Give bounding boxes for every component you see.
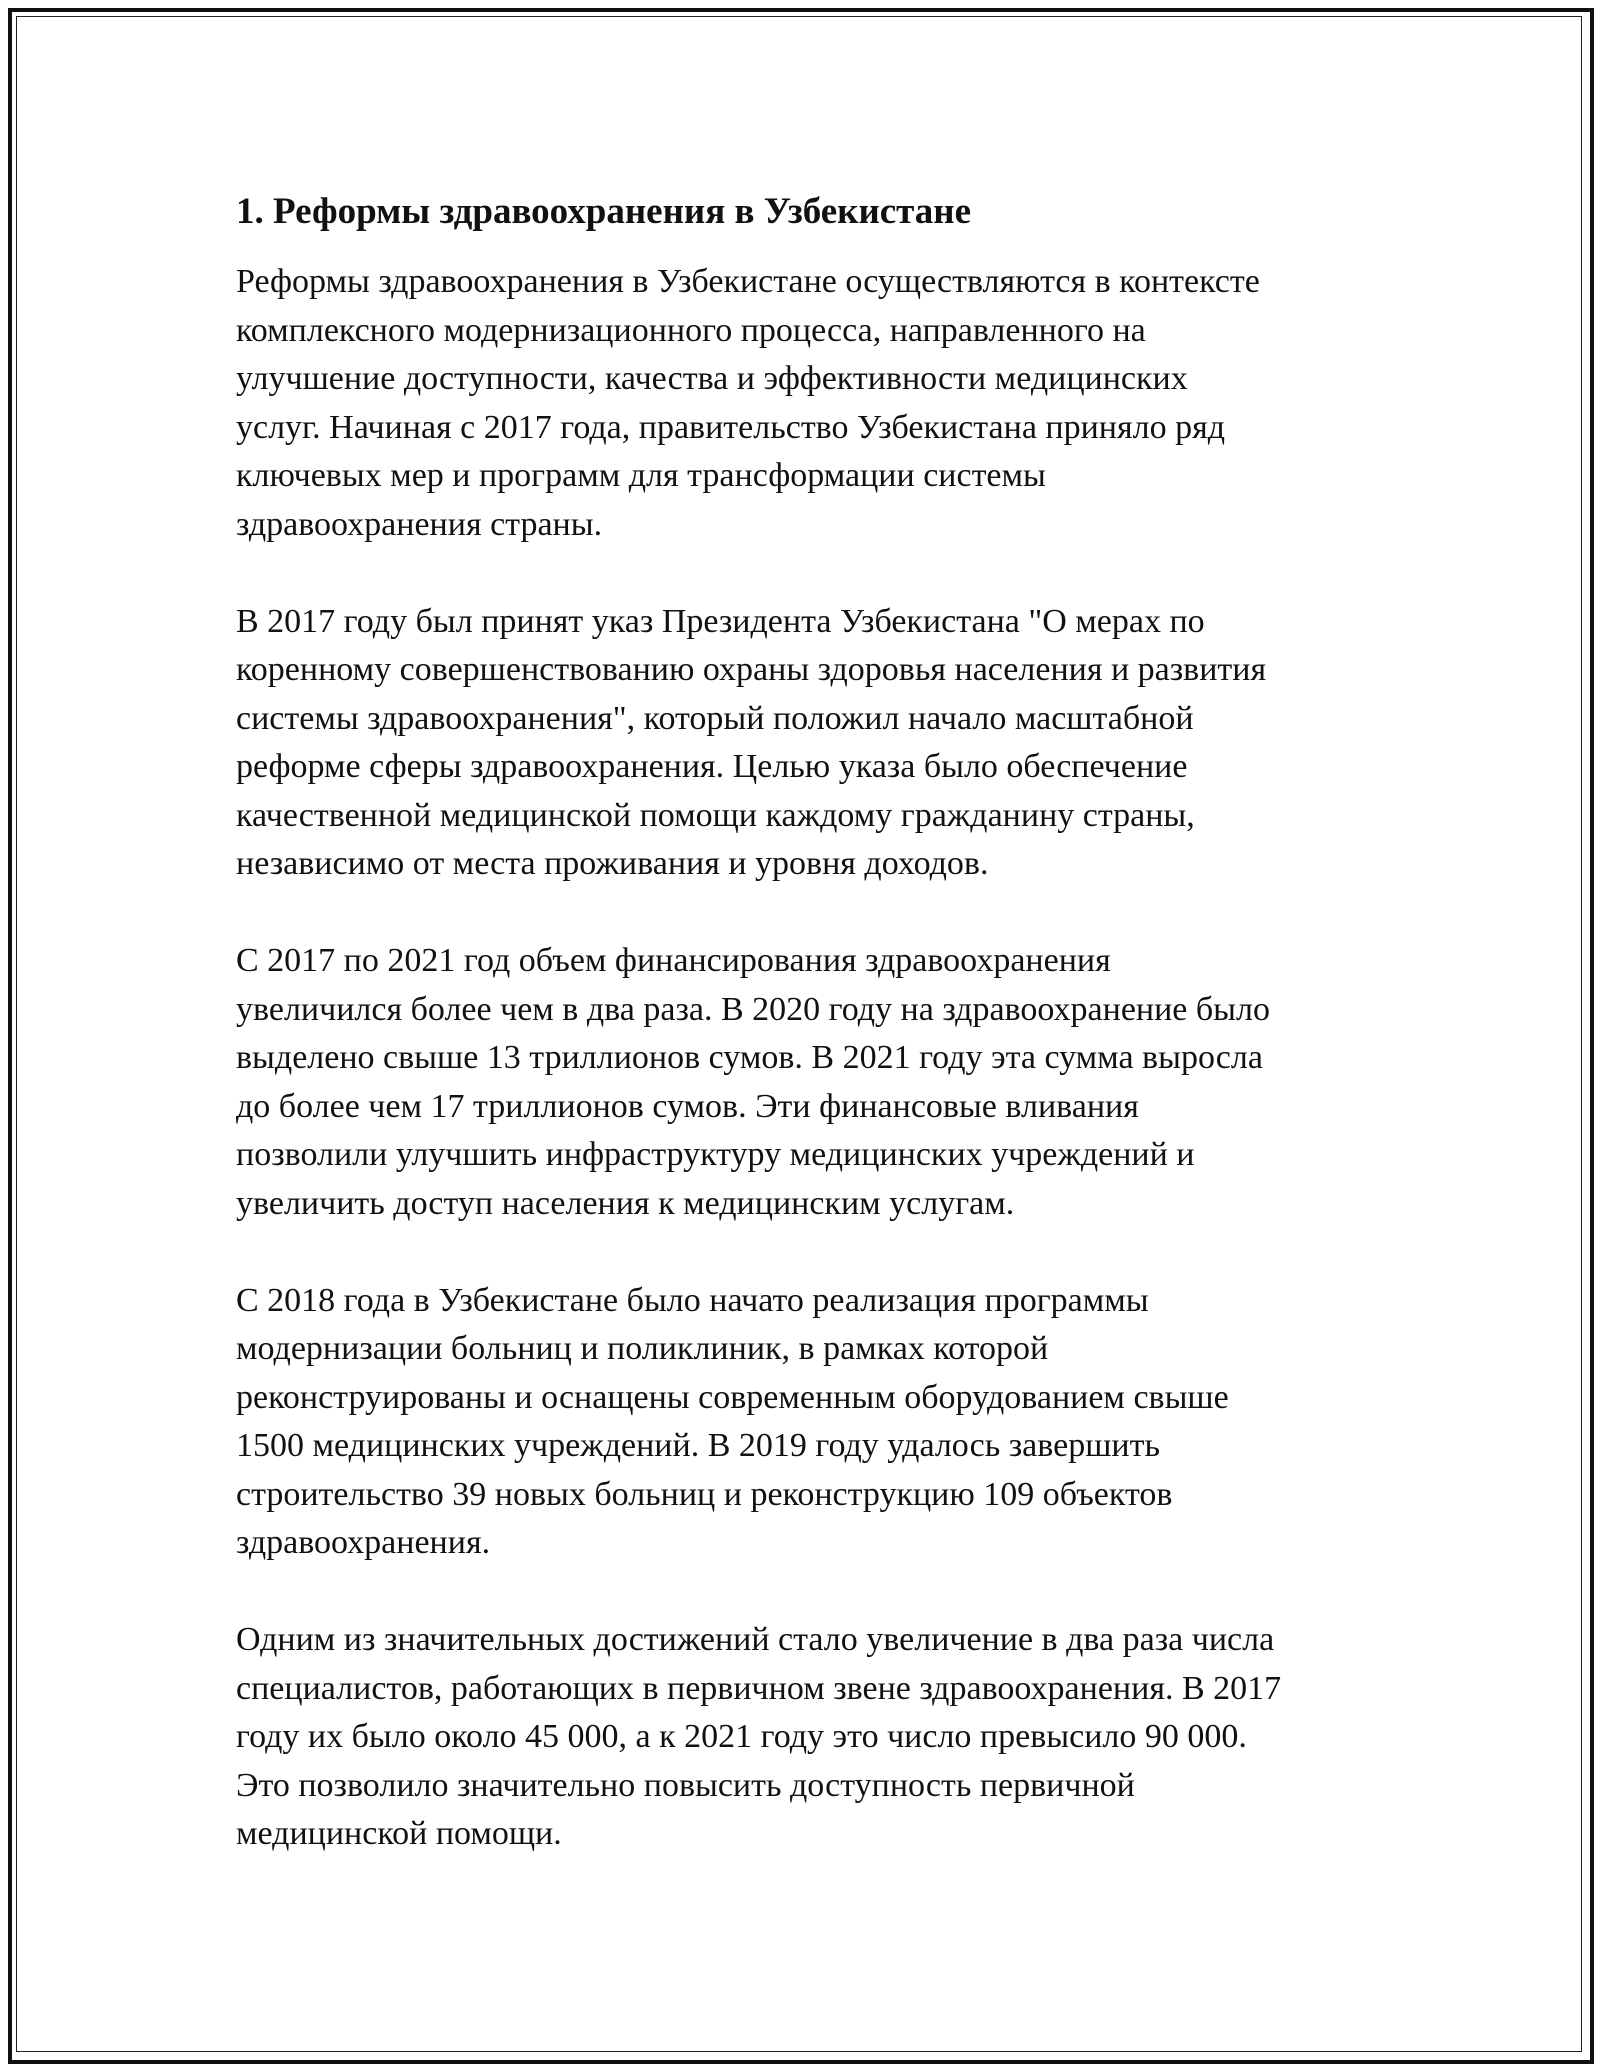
paragraph-financing: [236, 937, 1396, 1228]
text-line: услуг. Начиная с 2017 года, правительство Узбекистана приняло ряд: [236, 408, 1226, 446]
text-line: Это позволило значительно повысить доступность первичной: [236, 1766, 1135, 1804]
text-line: выделено свыше 13 триллионов сумов. В 2021 году эта сумма выросла: [236, 1039, 1263, 1076]
text-line: строительство 39 новых больниц и реконструкцию 109 объектов: [236, 1475, 1173, 1513]
text-line: ключевых мер и программ для трансформации системы: [236, 457, 1046, 494]
text-line: позволили улучшить инфраструктуру медицинских учреждений и: [236, 1136, 1195, 1173]
paragraph-intro: [236, 258, 1396, 549]
paragraph-specialists: [236, 1616, 1396, 1859]
text-line: качественной медицинской помощи каждому гражданину страны,: [236, 796, 1195, 834]
text-line: увеличить доступ населения к медицинским услугам.: [236, 1184, 1015, 1222]
text-line: улучшение доступности, качества и эффективности медицинских: [236, 360, 1188, 397]
text-line: С 2018 года в Узбекистане было начато реализация программы: [236, 1281, 1149, 1319]
text-line: реконструированы и оснащены современным оборудованием свыше: [236, 1378, 1229, 1416]
text-line: независимо от места проживания и уровня доходов.: [236, 845, 989, 882]
text-line: коренному совершенствованию охраны здоровья населения и развития: [236, 651, 1267, 688]
text-line: С 2017 по 2021 год объем финансирования здравоохранения: [236, 942, 1111, 979]
text-line: специалистов, работающих в первичном звене здравоохранения. В 2017: [236, 1669, 1282, 1707]
paragraph-modernization: [236, 1277, 1396, 1568]
text-line: модернизации больниц и поликлиник, в рамках которой: [236, 1330, 1049, 1367]
text-line: реформе сферы здравоохранения. Целью указа было обеспечение: [236, 748, 1188, 785]
text-line: до более чем 17 триллионов сумов. Эти финансовые вливания: [236, 1087, 1139, 1125]
section-heading: 1. Реформы здравоохранения в Узбекистане: [236, 191, 972, 232]
text-line: здравоохранения.: [236, 1524, 491, 1561]
document-body: [236, 188, 1396, 1907]
text-line: Реформы здравоохранения в Узбекистане осуществляются в контексте: [236, 263, 1260, 300]
text-line: 1500 медицинских учреждений. В 2019 году удалось завершить: [236, 1427, 1160, 1464]
text-line: комплексного модернизационного процесса, направленного на: [236, 311, 1146, 349]
text-line: медицинской помощи.: [236, 1815, 562, 1852]
text-line: системы здравоохранения", который положил начало масштабной: [236, 699, 1194, 737]
text-line: Одним из значительных достижений стало увеличение в два раза числа: [236, 1621, 1275, 1658]
paragraph-decree: [236, 598, 1396, 889]
text-line: увеличился более чем в два раза. В 2020 году на здравоохранение было: [236, 990, 1270, 1028]
text-line: В 2017 году был принят указ Президента Узбекистана "О мерах по: [236, 602, 1205, 640]
text-line: здравоохранения страны.: [236, 505, 603, 543]
text-line: году их было около 45 000, а к 2021 году это число превысило 90 000.: [236, 1718, 1247, 1755]
